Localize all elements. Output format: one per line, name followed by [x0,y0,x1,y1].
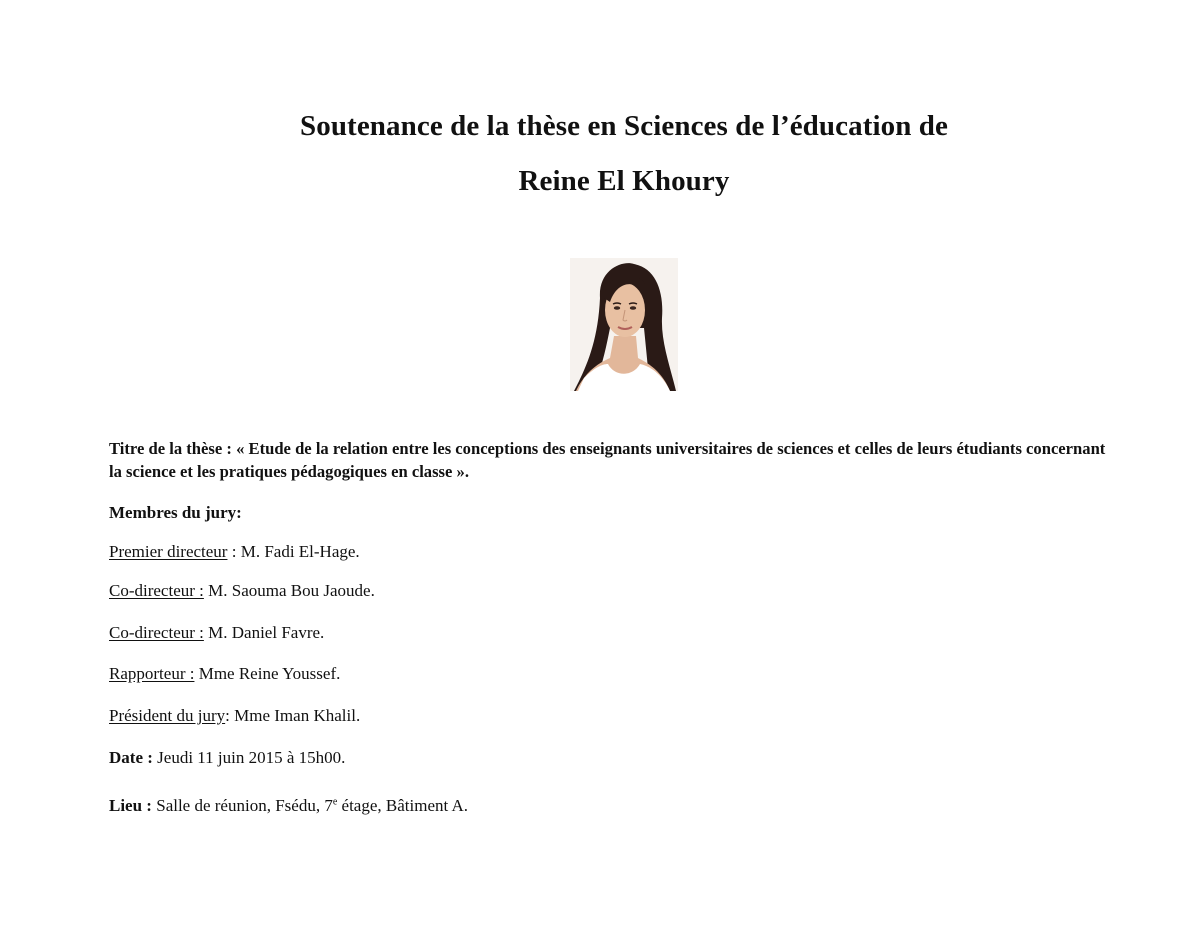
jury-name: M. Fadi El-Hage. [240,542,360,561]
thesis-title-paragraph [109,437,1119,483]
jury-role: Rapporteur : [109,664,195,683]
place-label: Lieu : [109,796,152,815]
thesis-text: « Etude de la relation entre les conceptions des enseignants universitaires de sciences et celles de leurs étudiants concernant la science et les pratiques pédagogiques en classe ». [109,439,1106,481]
date-row [109,746,1119,769]
jury-member-row [109,662,1119,685]
jury-name: Mme Iman Khalil. [234,706,361,725]
date-label: Date : [109,748,153,767]
date-value: Jeudi 11 juin 2015 à 15h00. [152,748,346,767]
jury-separator: : [227,542,241,561]
jury-member-row [109,621,1119,644]
jury-member-row [109,704,1119,727]
jury-member-row [109,540,1119,563]
jury-member-row [109,579,1119,602]
page-title: Soutenance de la thèse en Sciences de l’éducation de [300,110,948,142]
jury-role: Premier directeur [109,542,228,561]
jury-heading: Membres du jury: [109,503,242,522]
jury-name: M. Daniel Favre. [208,623,325,642]
place-value-end: étage, Bâtiment A. [337,796,469,815]
place-superscript: e [332,796,338,808]
portrait-image [570,258,678,391]
jury-separator: : [225,706,235,725]
place-value-start: Salle de réunion, Fsédu, 7 [151,796,333,815]
candidate-portrait [570,258,678,391]
jury-role: Co-directeur : [109,581,204,600]
jury-name: Mme Reine Youssef. [198,664,341,683]
jury-name: M. Saouma Bou Jaoude. [208,581,375,600]
thesis-label: Titre de la thèse : [109,439,232,458]
jury-role: Co-directeur : [109,623,204,642]
candidate-name: Reine El Khoury [518,165,730,197]
place-row [109,794,1119,817]
jury-role: Président du jury [109,706,226,725]
